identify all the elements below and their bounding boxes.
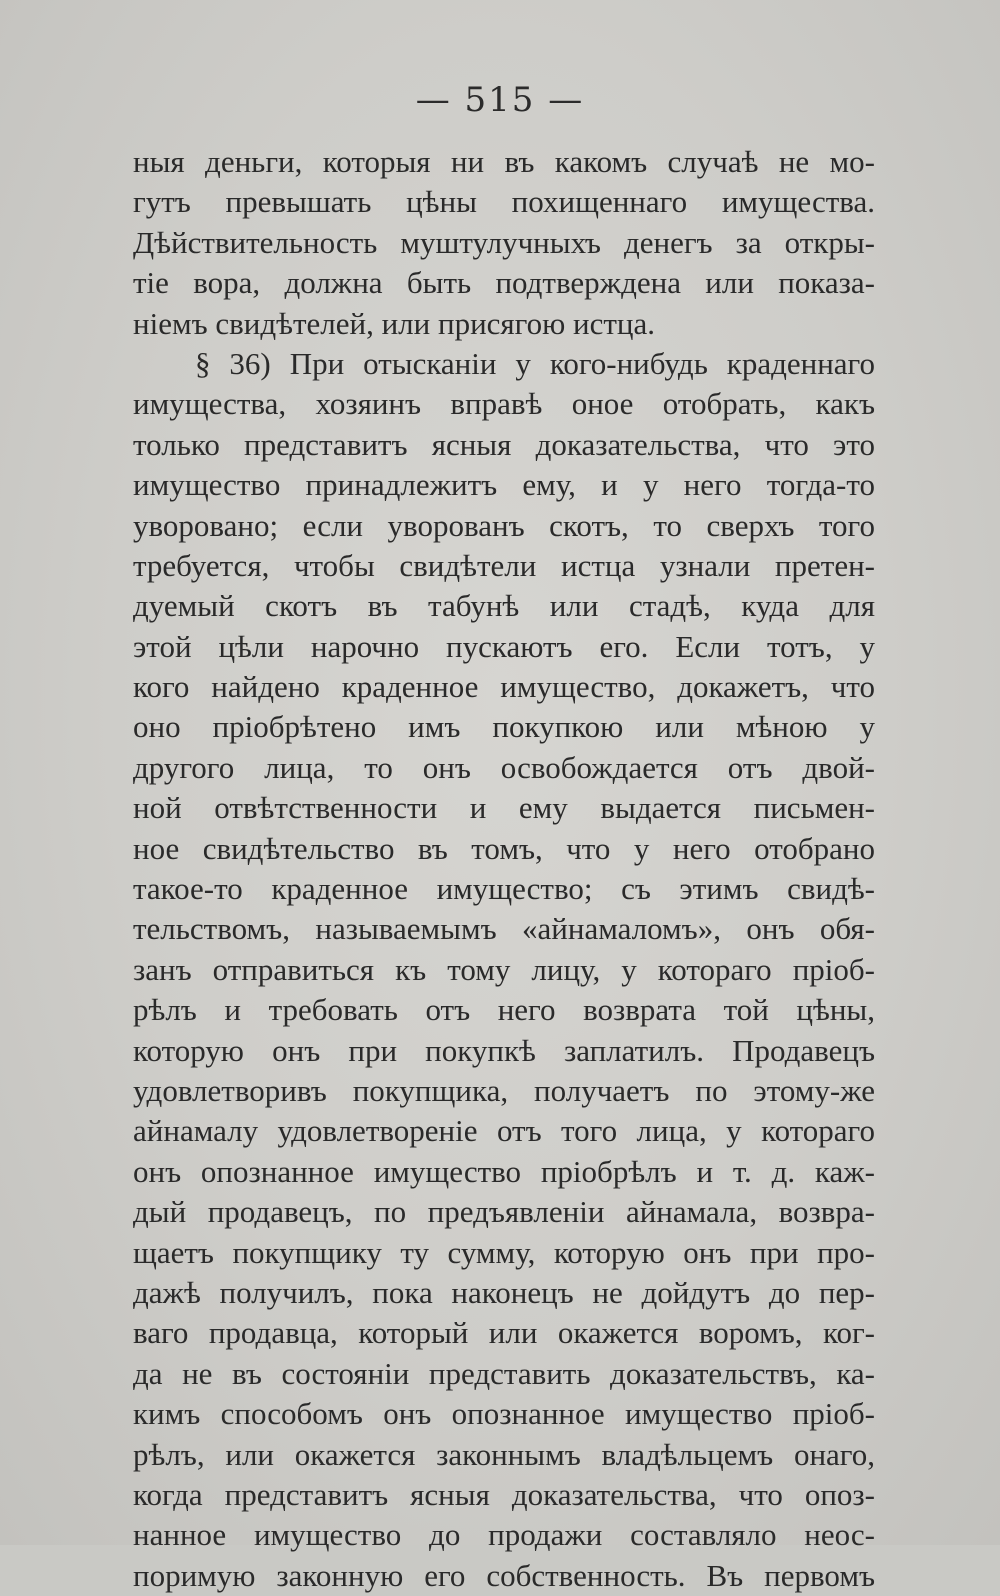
page-number: — 515 — (415, 80, 585, 120)
text-line: рѣлъ, или окажется законнымъ владѣльцемъ онаго, (133, 1436, 875, 1472)
text-line: требуется, чтобы свидѣтели истца узнали претен- (133, 547, 875, 583)
text-line: уворовано; если уворованъ скотъ, то сверхъ того (133, 507, 875, 543)
text-line: тіе вора, должна быть подтверждена или показа- (133, 265, 875, 301)
text-line: айнамалу удовлетвореніе отъ того лица, у котораго (133, 1113, 875, 1149)
text-line: имущество принадлежитъ ему, и у него тогда-то (133, 467, 875, 503)
text-line: рѣлъ и требовать отъ него возврата той цѣны, (133, 992, 875, 1028)
text-line: дый продавецъ, по предъявленіи айнамала, возвра- (133, 1194, 875, 1230)
text-line: ныя деньги, которыя ни въ какомъ случаѣ не мо- (133, 144, 875, 179)
text-line: онъ опознанное имущество пріобрѣлъ и т. д. каж- (133, 1153, 875, 1189)
text-line: да не въ состояніи представить доказательствъ, ка- (133, 1355, 875, 1391)
text-line: только представитъ ясныя доказательства, что это (133, 426, 875, 462)
text-line: щаетъ покупщику ту сумму, которую онъ при про- (133, 1234, 875, 1270)
text-line: тельствомъ, называемымъ «айнамаломъ», онъ обя- (133, 911, 875, 947)
text-line: поримую законную его собственность. Въ первомъ (133, 1557, 875, 1593)
text-line: ное свидѣтельство въ томъ, что у него отобрано (133, 830, 875, 866)
text-line: такое-то краденное имущество; съ этимъ свидѣ- (133, 871, 875, 907)
text-line: занъ отправиться къ тому лицу, у котораго пріоб- (133, 951, 875, 987)
text-line: имущества, хозяинъ вправѣ оное отобрать, какъ (133, 386, 875, 422)
text-line: кого найдено краденное имущество, докажетъ, что (133, 669, 875, 705)
section-heading-line: § 36) При отысканіи у кого-нибудь краденнаго (195, 345, 875, 381)
text-line: которую онъ при покупкѣ заплатилъ. Продавецъ (133, 1032, 875, 1068)
text-line: оно пріобрѣтено имъ покупкою или мѣною у (133, 709, 875, 745)
text-line: дуемый скотъ въ табунѣ или стадѣ, куда для (133, 588, 875, 624)
text-line: ваго продавца, который или окажется воромъ, ког- (133, 1315, 875, 1351)
body-text (133, 142, 875, 1596)
text-line: другого лица, то онъ освобождается отъ двой- (133, 749, 875, 785)
text-line: ной отвѣтственности и ему выдается письмен- (133, 790, 875, 826)
text-line: удовлетворивъ покупщика, получаетъ по этому-же (133, 1072, 875, 1108)
text-line: дажѣ получилъ, пока наконецъ не дойдутъ до пер- (133, 1274, 875, 1310)
text-line: когда представитъ ясныя доказательства, что опоз- (133, 1476, 875, 1512)
text-line: кимъ способомъ онъ опознанное имущество пріоб- (133, 1396, 875, 1432)
text-line: этой цѣли нарочно пускаютъ его. Если тотъ, у (133, 628, 875, 664)
text-line: ніемъ свидѣтелей, или присягою истца. (133, 305, 656, 341)
text-line: Дѣйствительность муштулучныхъ денегъ за откры- (133, 224, 875, 260)
text-line: гутъ превышать цѣны похищеннаго имущества. (133, 184, 875, 220)
text-line: нанное имущество до продажи составляло неос- (133, 1517, 875, 1553)
